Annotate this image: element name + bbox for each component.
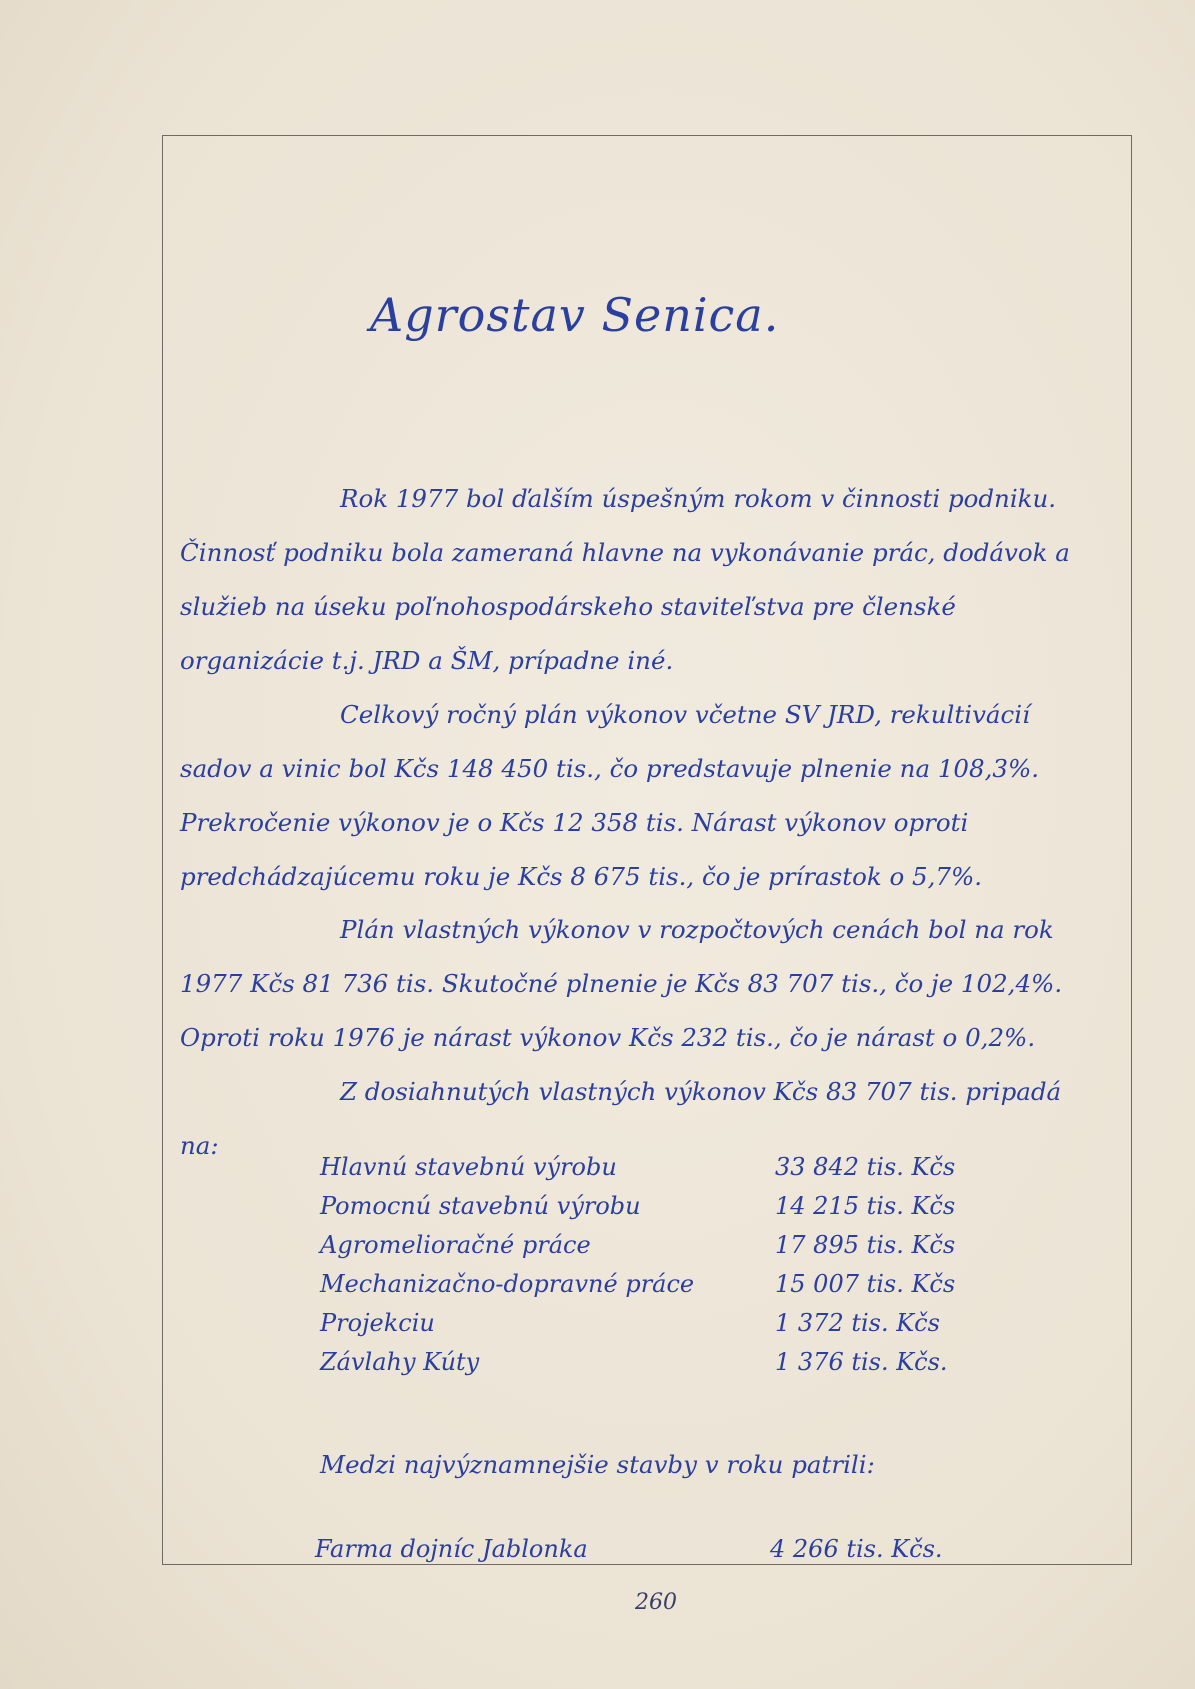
output-breakdown-list <box>320 1148 1040 1382</box>
list-item <box>320 1148 1040 1186</box>
paragraph-3-text: Plán vlastných výkonov v rozpočtových cenách bol na rok 1977 Kčs 81 736 tis. Skutočné plnenie je Kčs 83 707 tis., čo je 102,4%. Oproti roku 1976 je nárast výkonov Kčs 232 tis., čo je nárast o 0,2%. <box>180 915 1063 1052</box>
breakdown-label: Agromelioračné práce <box>320 1231 591 1259</box>
paragraph-4-text: Z dosiahnutých vlastných výkonov Kčs 83 707 tis. pripadá na: <box>180 1077 1062 1160</box>
construction-label: Farma dojníc Jablonka <box>315 1535 588 1563</box>
list-item <box>315 1530 1015 1568</box>
breakdown-value: 1 372 tis. Kčs <box>775 1309 940 1337</box>
list-item <box>320 1187 1040 1225</box>
breakdown-value: 33 842 tis. Kčs <box>775 1153 956 1181</box>
major-constructions-heading: Medzi najvýznamnejšie stavby v roku patrili: <box>320 1450 875 1479</box>
paragraph-1 <box>180 472 1085 688</box>
breakdown-value: 15 007 tis. Kčs <box>775 1270 956 1298</box>
list-item <box>320 1343 1040 1381</box>
list-item <box>320 1265 1040 1303</box>
breakdown-value: 1 376 tis. Kčs. <box>775 1348 948 1376</box>
page-title: Agrostav Senica. <box>370 288 780 342</box>
paragraph-2-text: Celkový ročný plán výkonov včetne SV JRD, rekultivácií sadov a vinic bol Kčs 148 450 tis., čo predstavuje plnenie na 108,3%. Prekročenie výkonov je o Kčs 12 358 tis. Nárast výkonov oproti predchádzajúcemu roku je Kčs 8 675 tis., čo je prírastok o 5,7%. <box>180 700 1040 891</box>
paragraph-1-text: Rok 1977 bol ďalším úspešným rokom v činnosti podniku. Činnosť podniku bola zameraná hlavne na vykonávanie prác, dodávok a služieb na úseku poľnohospodárskeho staviteľstva pre členské organizácie t.j. JRD a ŠM, prípadne iné. <box>180 484 1070 675</box>
list-item <box>320 1304 1040 1342</box>
breakdown-label: Závlahy Kúty <box>320 1348 480 1376</box>
page-number: 260 <box>635 1590 677 1615</box>
construction-value: 4 266 tis. Kčs. <box>770 1535 943 1563</box>
breakdown-value: 17 895 tis. Kčs <box>775 1231 956 1259</box>
list-item <box>320 1226 1040 1264</box>
paragraph-3 <box>180 903 1085 1065</box>
breakdown-label: Hlavnú stavebnú výrobu <box>320 1153 617 1181</box>
breakdown-label: Projekciu <box>320 1309 435 1337</box>
paragraph-2 <box>180 688 1085 904</box>
breakdown-value: 14 215 tis. Kčs <box>775 1192 956 1220</box>
breakdown-label: Mechanizačno-dopravné práce <box>320 1270 695 1298</box>
breakdown-label: Pomocnú stavebnú výrobu <box>320 1192 641 1220</box>
